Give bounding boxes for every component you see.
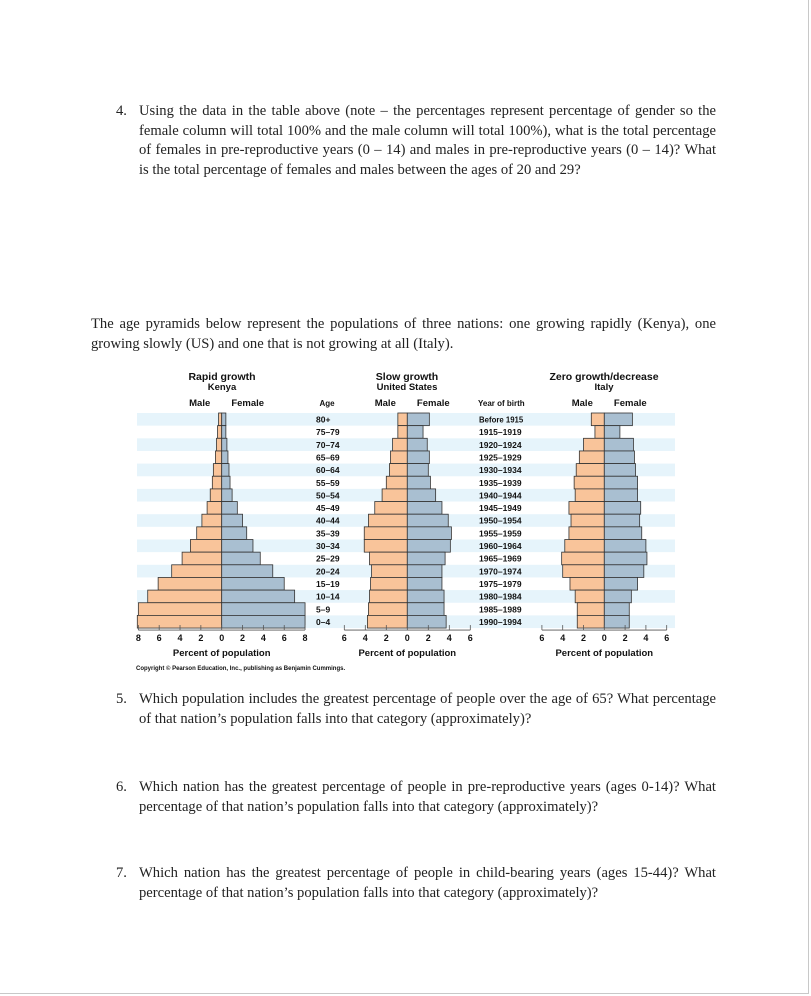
- x-tick-label: 4: [362, 633, 368, 644]
- male-bar: [364, 527, 407, 540]
- year-label: 1985–1989: [479, 604, 522, 615]
- female-bar: [222, 489, 232, 502]
- male-bar: [575, 590, 604, 603]
- year-label: 1940–1944: [479, 490, 522, 501]
- male-bar: [371, 577, 408, 590]
- male-bar: [577, 603, 604, 616]
- year-label: 1930–1934: [479, 465, 522, 476]
- male-bar: [562, 552, 605, 565]
- female-bar: [604, 615, 629, 628]
- female-bar: [407, 527, 451, 540]
- female-bar: [604, 552, 647, 565]
- question-7: [116, 864, 716, 903]
- year-label: 1980–1984: [479, 591, 522, 602]
- year-label: 1965–1969: [479, 553, 522, 564]
- year-label: 1955–1959: [479, 528, 522, 539]
- male-label: Male: [374, 398, 396, 409]
- x-tick-label: 6: [467, 633, 473, 644]
- female-bar: [222, 577, 285, 590]
- x-tick-label: 4: [177, 633, 183, 644]
- male-bar: [398, 413, 407, 426]
- male-bar: [372, 565, 408, 578]
- female-label: Female: [613, 398, 647, 409]
- female-bar: [407, 489, 435, 502]
- male-bar: [579, 451, 604, 464]
- male-bar: [375, 502, 408, 515]
- copyright-notice: Copyright © Pearson Education, Inc., publishing as Benjamin Cummings.: [136, 666, 346, 672]
- male-bar: [386, 476, 407, 489]
- male-label: Male: [571, 398, 593, 409]
- x-tick-label: 2: [383, 633, 389, 644]
- male-bar: [202, 514, 222, 527]
- male-bar: [210, 489, 221, 502]
- pyramid-title: Slow growth: [375, 371, 439, 383]
- male-bar: [137, 615, 221, 628]
- male-bar: [382, 489, 407, 502]
- male-bar: [569, 527, 604, 540]
- age-label: 75–79: [316, 427, 340, 438]
- x-tick-label: 2: [425, 633, 431, 644]
- female-bar: [407, 426, 423, 439]
- age-label: 35–39: [316, 528, 340, 539]
- male-bar: [569, 502, 604, 515]
- year-label: 1975–1979: [479, 578, 522, 589]
- male-bar: [219, 413, 222, 426]
- female-bar: [604, 540, 646, 553]
- female-bar: [407, 552, 445, 565]
- male-bar: [595, 426, 604, 439]
- age-label: 80+: [316, 414, 331, 425]
- male-bar: [398, 426, 407, 439]
- x-tick-label: 0: [404, 633, 410, 644]
- age-label: 45–49: [316, 503, 340, 514]
- pyramid-title: Rapid growth: [188, 371, 256, 383]
- female-bar: [222, 476, 230, 489]
- male-bar: [370, 552, 408, 565]
- male-bar: [148, 590, 222, 603]
- pyramid-subtitle: Italy: [594, 382, 614, 393]
- year-label: 1945–1949: [479, 503, 522, 514]
- x-tick-label: 8: [302, 633, 308, 644]
- male-bar: [197, 527, 222, 540]
- female-bar: [222, 552, 261, 565]
- male-bar: [207, 502, 222, 515]
- male-bar: [367, 615, 407, 628]
- year-header: Year of birth: [478, 399, 525, 408]
- male-bar: [574, 476, 604, 489]
- male-bar: [570, 577, 604, 590]
- male-bar: [565, 540, 605, 553]
- female-bar: [604, 464, 635, 477]
- female-bar: [604, 565, 644, 578]
- female-bar: [604, 603, 629, 616]
- age-label: 20–24: [316, 566, 340, 577]
- male-bar: [563, 565, 605, 578]
- male-bar: [575, 489, 604, 502]
- year-label: 1950–1954: [479, 515, 522, 526]
- age-label: 70–74: [316, 439, 340, 450]
- question-text: Which population includes the greatest percentage of people over the age of 65? What percentage of that nation’s population falls into that category (approximately)?: [139, 691, 716, 727]
- male-bar: [584, 438, 605, 451]
- female-bar: [407, 615, 446, 628]
- year-label: 1935–1939: [479, 477, 522, 488]
- age-header: Age: [319, 399, 335, 408]
- male-bar: [576, 464, 604, 477]
- female-bar: [222, 590, 295, 603]
- question-number: 7.: [116, 865, 127, 881]
- male-bar: [368, 514, 407, 527]
- x-tick-label: 6: [341, 633, 347, 644]
- male-bar: [213, 464, 221, 477]
- x-axis-label: Percent of population: [172, 648, 271, 659]
- male-bar: [591, 413, 604, 426]
- female-bar: [407, 476, 430, 489]
- female-label: Female: [416, 398, 450, 409]
- female-bar: [604, 413, 632, 426]
- question-number: 5.: [116, 691, 127, 707]
- female-bar: [222, 438, 227, 451]
- female-bar: [604, 451, 634, 464]
- male-bar: [393, 438, 408, 451]
- male-bar: [577, 615, 604, 628]
- age-label: 40–44: [316, 515, 340, 526]
- question-number: 6.: [116, 779, 127, 795]
- male-bar: [158, 577, 222, 590]
- female-bar: [222, 540, 253, 553]
- question-6: [116, 778, 716, 817]
- year-label: Before 1915: [479, 415, 524, 425]
- male-bar: [368, 603, 407, 616]
- age-label: 65–69: [316, 452, 340, 463]
- year-label: 1920–1924: [479, 439, 522, 450]
- female-bar: [604, 502, 640, 515]
- female-bar: [604, 438, 633, 451]
- x-axis-label: Percent of population: [358, 648, 457, 659]
- female-bar: [407, 413, 429, 426]
- x-tick-label: 4: [446, 633, 452, 644]
- age-label: 15–19: [316, 578, 340, 589]
- question-text: Which nation has the greatest percentage of people in pre-reproductive years (ages 0-14)? What percentage of that nation’s population falls into that category (approximately)?: [139, 779, 716, 815]
- female-bar: [407, 451, 429, 464]
- question-text: Using the data in the table above (note – the percentages represent percentage of gender so the female column will total 100% and the male column will total 100%), what is the total percentage of females in pre-reproductive years (0 – 14) and males in pre-reproductive years (0 – 14)? What is the total percentage of females and males between the ages of 20 and 29?: [139, 103, 716, 178]
- age-label: 0–4: [316, 616, 331, 627]
- age-label: 25–29: [316, 553, 340, 564]
- male-bar: [138, 603, 221, 616]
- x-axis-label: Percent of population: [555, 648, 654, 659]
- year-label: 1970–1974: [479, 566, 522, 577]
- female-bar: [407, 565, 442, 578]
- female-bar: [222, 527, 247, 540]
- male-bar: [389, 464, 407, 477]
- question-5: [116, 690, 716, 729]
- x-tick-label: 6: [156, 633, 162, 644]
- male-bar: [370, 590, 408, 603]
- female-bar: [222, 426, 226, 439]
- male-bar: [391, 451, 408, 464]
- year-label: 1925–1929: [479, 452, 522, 463]
- female-bar: [407, 540, 450, 553]
- male-bar: [172, 565, 222, 578]
- male-bar: [571, 514, 604, 527]
- female-bar: [407, 438, 427, 451]
- female-bar: [407, 577, 442, 590]
- age-label: 10–14: [316, 591, 340, 602]
- x-tick-label: 0: [601, 633, 607, 644]
- intro-paragraph: The age pyramids below represent the populations of three nations: one growing rapidly (Kenya), one growing slowly (US) and one that is not growing at all (Italy).: [91, 316, 716, 352]
- female-bar: [407, 590, 444, 603]
- male-label: Male: [189, 398, 211, 409]
- x-tick-label: 2: [622, 633, 628, 644]
- female-bar: [222, 413, 226, 426]
- age-label: 50–54: [316, 490, 340, 501]
- x-tick-label: 2: [198, 633, 204, 644]
- year-label: 1990–1994: [479, 616, 522, 627]
- female-bar: [222, 514, 243, 527]
- age-label: 5–9: [316, 604, 331, 615]
- x-tick-label: 4: [560, 633, 566, 644]
- x-tick-label: 2: [580, 633, 587, 644]
- x-tick-label: 0: [219, 633, 225, 644]
- male-bar: [216, 438, 221, 451]
- x-tick-label: 8: [135, 633, 141, 644]
- question-number: 4.: [116, 103, 127, 119]
- x-tick-label: 6: [281, 633, 287, 644]
- male-bar: [218, 426, 222, 439]
- x-tick-label: 4: [260, 633, 266, 644]
- x-tick-label: 4: [643, 633, 649, 644]
- female-bar: [407, 502, 442, 515]
- x-tick-label: 2: [240, 633, 246, 644]
- female-bar: [604, 590, 631, 603]
- female-bar: [407, 514, 448, 527]
- male-bar: [215, 451, 221, 464]
- age-label: 30–34: [316, 541, 340, 551]
- female-label: Female: [231, 398, 265, 409]
- year-label: 1960–1964: [479, 541, 522, 551]
- female-bar: [222, 502, 238, 515]
- pyramid-subtitle: United States: [376, 382, 438, 393]
- question-text: Which nation has the greatest percentage of people in child-bearing years (ages 15-44)? What percentage of that nation’s population falls into that category (approximately)?: [139, 865, 716, 901]
- male-bar: [190, 540, 221, 553]
- female-bar: [604, 476, 637, 489]
- female-bar: [604, 577, 637, 590]
- male-bar: [182, 552, 222, 565]
- female-bar: [604, 527, 641, 540]
- female-bar: [222, 603, 305, 616]
- year-label: 1915–1919: [479, 427, 522, 438]
- male-bar: [212, 476, 221, 489]
- female-bar: [222, 565, 273, 578]
- female-bar: [222, 451, 228, 464]
- female-bar: [604, 426, 620, 439]
- female-bar: [222, 464, 229, 477]
- age-label: 55–59: [316, 477, 340, 488]
- x-tick-label: 6: [664, 633, 670, 644]
- age-label: 60–64: [316, 465, 340, 476]
- female-bar: [604, 514, 639, 527]
- pyramid-title: Zero growth/decrease: [549, 371, 659, 383]
- female-bar: [407, 464, 428, 477]
- female-bar: [407, 603, 444, 616]
- female-bar: [604, 489, 637, 502]
- male-bar: [364, 540, 407, 553]
- x-tick-label: 6: [539, 633, 545, 644]
- pyramid-subtitle: Kenya: [207, 382, 237, 393]
